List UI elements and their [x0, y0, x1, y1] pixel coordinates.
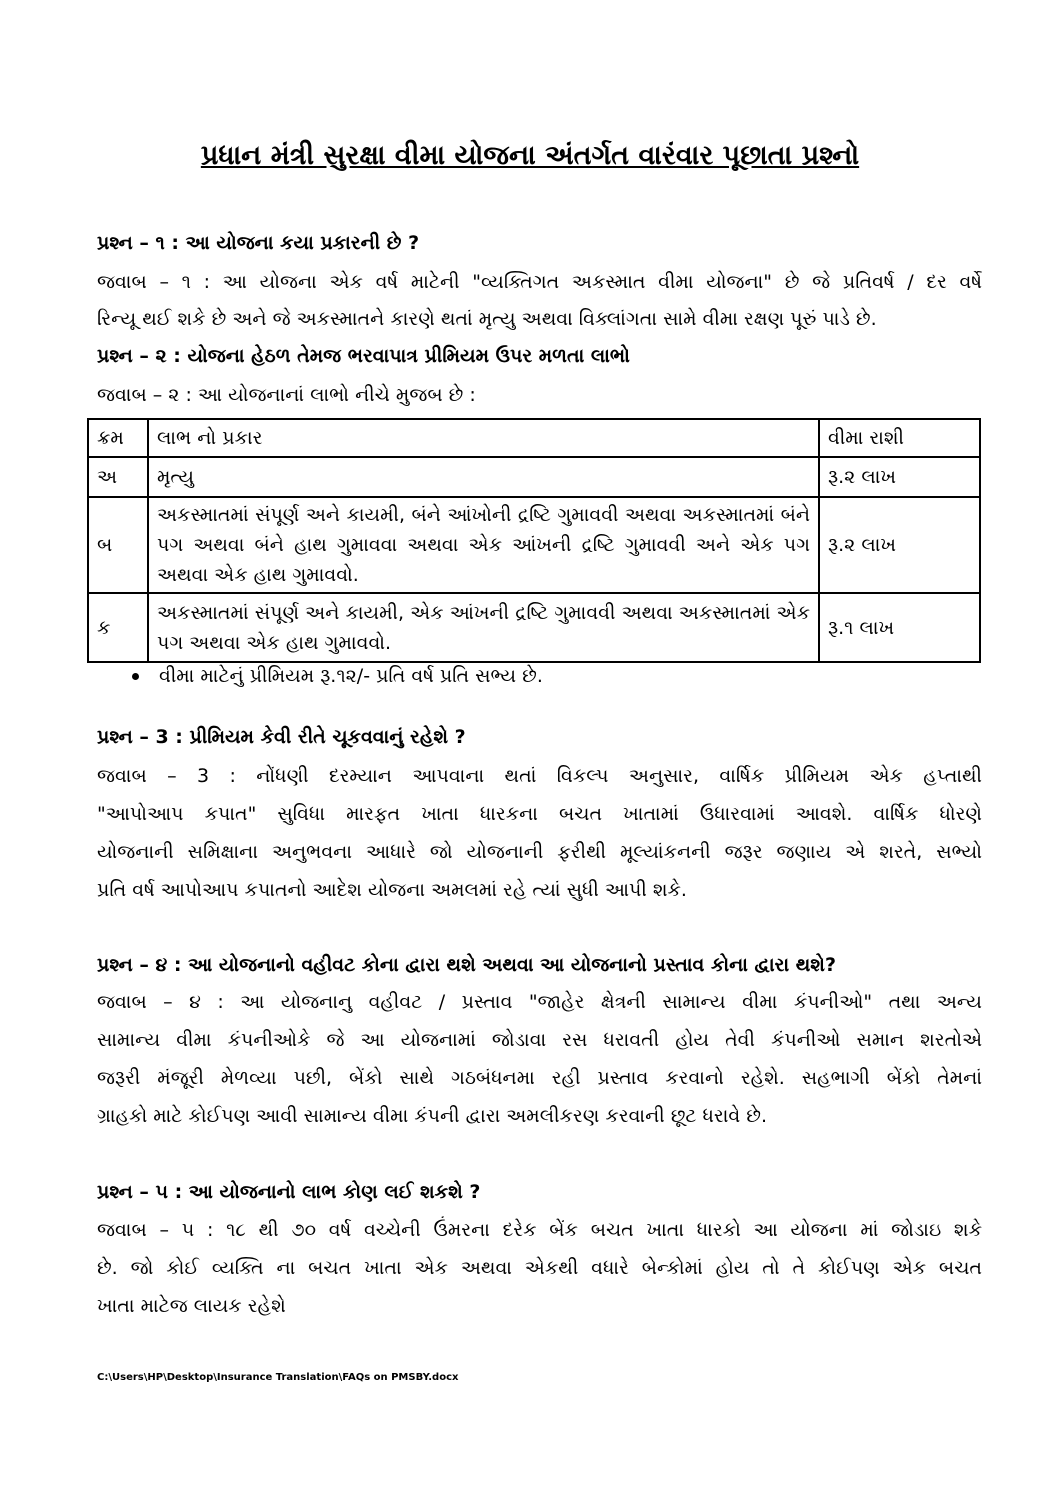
- table-header-row: [88, 419, 980, 457]
- row-benefit: અકસ્માતમાં સંપૂર્ણ અને કાયમી, બંને આંખોની દ્રષ્ટિ ગુમાવવી અથવા અકસ્માતમાં બંને પગ અથવા બંને હાથ ગુમાવવા અથવા એક આંખની દ્રષ્ટિ ગુમાવવી અને એક પગ અથવા એક હાથ ગુમાવવો.: [148, 497, 819, 593]
- header-amount: વીમા રાશી: [819, 419, 980, 457]
- row-sr: અ: [88, 457, 148, 497]
- row-sr: ક: [88, 593, 148, 662]
- premium-note-text: વીમા માટેનું પ્રીમિયમ રૂ.૧૨/- પ્રતિ વર્ષ પ્રતિ સભ્ય છે.: [159, 665, 543, 687]
- header-sr: ક્રમ: [88, 419, 148, 457]
- page-title: પ્રધાન મંત્રી સુરક્ષા વીમા યોજના અંતર્ગત વારંવાર પૂછાતા પ્રશ્નો: [200, 140, 860, 171]
- footer-file-path: C:\Users\HP\Desktop\Insurance Translation\FAQs on PMSBY.docx: [97, 1372, 459, 1383]
- answer-3-line-3: યોજનાની સમિક્ષાના અનુભવના આધારે જો યોજનાની ફરીથી મૂલ્યાંકનની જરૂર જણાય એ શરતે, સભ્યો: [97, 841, 982, 863]
- answer-2-intro: જવાબ – ૨ : આ યોજનાનાં લાભો નીચે મુજબ છે :: [97, 384, 476, 406]
- question-2: પ્રશ્ન – ૨ : યોજના હેઠળ તેમજ ભરવાપાત્ર પ્રીમિયમ ઉપર મળતા લાભો: [97, 345, 630, 367]
- row-benefit: મૃત્યુ: [148, 457, 819, 497]
- row-amount: રૂ.૨ લાખ: [819, 497, 980, 593]
- bullet-icon: [132, 673, 139, 680]
- answer-1-line-2: રિન્યૂ થઈ શકે છે અને જે અકસ્માતને કારણે થતાં મૃત્યુ અથવા વિક્લાંગતા સામે વીમા રક્ષણ પૂરું પાડે છે.: [97, 308, 877, 330]
- answer-5-line-1: જવાબ – ૫ : ૧૮ થી ૭૦ વર્ષ વચ્ચેની ઉંમરના દરેક બેંક બચત ખાતા ધારકો આ યોજના માં જોડાઇ શકે: [97, 1219, 982, 1241]
- question-4: પ્રશ્ન – ૪ : આ યોજનાનો વહીવટ કોના દ્વારા થશે અથવા આ યોજનાનો પ્રસ્તાવ કોના દ્વારા થશે?: [97, 954, 836, 976]
- premium-note: [132, 665, 543, 687]
- answer-4-line-1: જવાબ – ૪ : આ યોજનાનુ વહીવટ / પ્રસ્તાવ "જાહેર ક્ષેત્રની સામાન્ય વીમા કંપનીઓ" તથા અન્ય: [97, 991, 982, 1013]
- row-amount: રૂ.૧ લાખ: [819, 593, 980, 662]
- table-row: [88, 593, 980, 662]
- row-benefit: અકસ્માતમાં સંપૂર્ણ અને કાયમી, એક આંખની દ્રષ્ટિ ગુમાવવી અથવા અકસ્માતમાં એક પગ અથવા એક હાથ ગુમાવવો.: [148, 593, 819, 662]
- answer-4-line-4: ગ્રાહકો માટે કોઈપણ આવી સામાન્ય વીમા કંપની દ્વારા અમલીકરણ કરવાની છૂટ ધરાવે છે.: [97, 1105, 767, 1127]
- row-amount: રૂ.૨ લાખ: [819, 457, 980, 497]
- benefits-table: [87, 418, 981, 663]
- answer-3-line-4: પ્રતિ વર્ષ આપોઆપ કપાતનો આદેશ યોજના અમલમાં રહે ત્યાં સુધી આપી શકે.: [97, 879, 687, 901]
- question-1: પ્રશ્ન – ૧ : આ યોજના કયા પ્રકારની છે ?: [97, 232, 420, 254]
- answer-4-line-3: જરૂરી મંજૂરી મેળવ્યા પછી, બેંકો સાથે ગઠબંધનમા રહી પ્રસ્તાવ કરવાનો રહેશે. સહભાગી બેંકો તેમનાં: [97, 1067, 982, 1089]
- table-row: [88, 457, 980, 497]
- question-5: પ્રશ્ન – ૫ : આ યોજનાનો લાભ કોણ લઈ શકશે ?: [97, 1181, 481, 1203]
- answer-3-line-1: જવાબ – 3 : નોંધણી દરમ્યાન આપવાના થતાં વિકલ્પ અનુસાર, વાર્ષિક પ્રીમિયમ એક હપ્તાથી: [97, 765, 982, 787]
- row-sr: બ: [88, 497, 148, 593]
- answer-3-line-2: "આપોઆપ કપાત" સુવિધા મારફત ખાતા ધારકના બચત ખાતામાં ઉધારવામાં આવશે. વાર્ષિક ધોરણે: [97, 803, 982, 825]
- table-row: [88, 497, 980, 593]
- header-benefit: લાભ નો પ્રકાર: [148, 419, 819, 457]
- answer-5-line-2: છે. જો કોઈ વ્યક્તિ ના બચત ખાતા એક અથવા એકથી વધારે બેન્કોમાં હોય તો તે કોઈપણ એક બચત: [97, 1257, 982, 1279]
- answer-1-line-1: જવાબ – ૧ : આ યોજના એક વર્ષ માટેની "વ્યક્તિગત અકસ્માત વીમા યોજના" છે જે પ્રતિવર્ષ / દર વર્ષે: [97, 271, 982, 293]
- answer-5-line-3: ખાતા માટેજ લાયક રહેશે: [97, 1295, 286, 1317]
- answer-4-line-2: સામાન્ય વીમા કંપનીઓકે જે આ યોજનામાં જોડાવા રસ ધરાવતી હોય તેવી કંપનીઓ સમાન શરતોએ: [97, 1029, 982, 1051]
- question-3: પ્રશ્ન – 3 : પ્રીમિયમ કેવી રીતે ચૂકવવાનું રહેશે ?: [97, 726, 466, 748]
